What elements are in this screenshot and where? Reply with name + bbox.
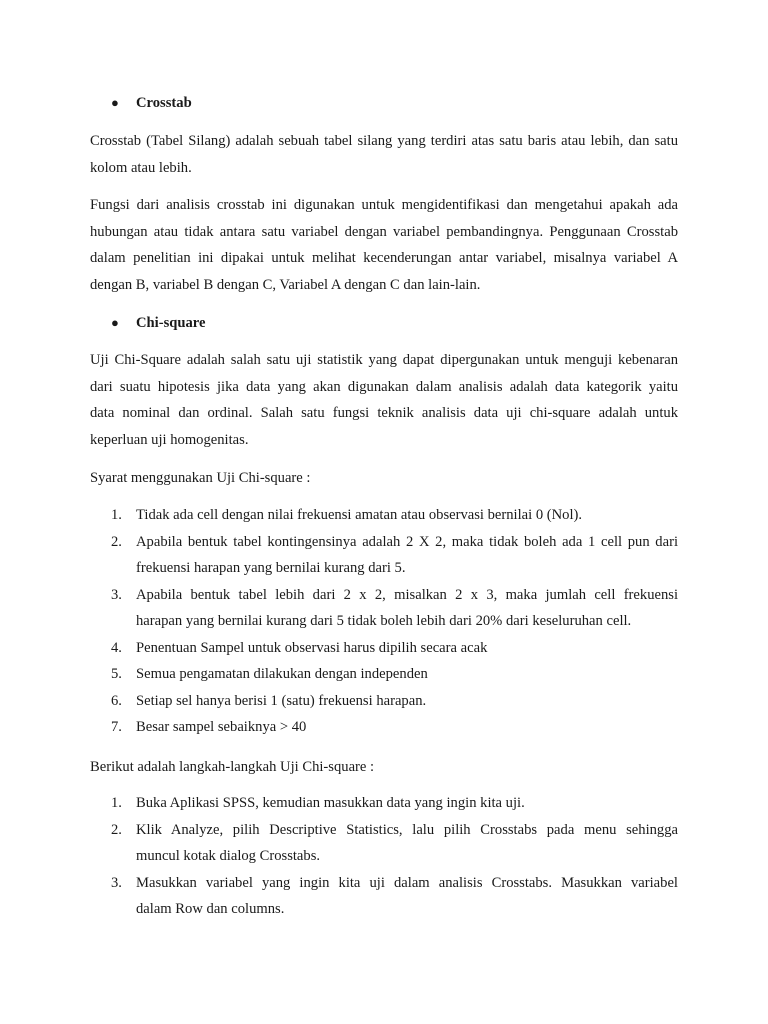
list-item-number: 5. (111, 666, 122, 682)
paragraph-steps-intro (90, 754, 678, 781)
list-item-number: 2. (111, 821, 122, 838)
list-item (90, 661, 678, 688)
list-item-line: Buka Aplikasi SPSS, kemudian masukkan data yang ingin kita uji. (136, 795, 525, 811)
list-item-line: harapan yang bernilai kurang dari 5 tidak boleh lebih dari 20% dari keseluruhan cell. (136, 613, 632, 629)
list-item-line: Setiap sel hanya berisi 1 (satu) frekuensi harapan. (136, 692, 427, 709)
paragraph-line: kolom atau lebih. (90, 159, 192, 176)
list-item (90, 502, 678, 529)
paragraph-requirements-intro (90, 465, 678, 492)
list-item (90, 529, 678, 582)
paragraph-crosstab-definition (90, 128, 678, 181)
list-item-line: Masukkan variabel yang ingin kita uji dalam analisis Crosstabs. Masukkan variabel (136, 874, 678, 891)
list-item-number: 7. (111, 719, 122, 735)
list-item-number: 6. (111, 692, 122, 709)
paragraph-chi-square-definition (90, 347, 678, 453)
requirements-list (90, 502, 678, 741)
list-item (90, 790, 678, 817)
paragraph-line: Syarat menggunakan Uji Chi-square : (90, 470, 311, 486)
list-item-number: 3. (111, 586, 122, 603)
list-item (90, 582, 678, 635)
list-item-number: 2. (111, 533, 122, 550)
list-item-line: Apabila bentuk tabel kontingensinya adalah 2 X 2, maka tidak boleh ada 1 cell pun dari (136, 533, 678, 550)
list-item-line: Besar sampel sebaiknya > 40 (136, 719, 307, 735)
list-item-number: 3. (111, 874, 122, 891)
paragraph-line: keperluan uji homogenitas. (90, 431, 249, 448)
paragraph-crosstab-function (90, 192, 678, 298)
list-item-line: Penentuan Sampel untuk observasi harus dipilih secara acak (136, 639, 488, 656)
section-heading-text: Crosstab (136, 95, 192, 111)
list-item-line: Semua pengamatan dilakukan dengan independen (136, 666, 428, 682)
list-item (90, 817, 678, 870)
bullet-icon: ● (111, 95, 119, 110)
steps-list (90, 790, 678, 923)
list-item (90, 688, 678, 715)
list-item-line: Klik Analyze, pilih Descriptive Statistics, lalu pilih Crosstabs pada menu sehingga (136, 821, 678, 838)
list-item-line: dalam Row dan columns. (136, 901, 285, 917)
list-item-line: frekuensi harapan yang bernilai kurang dari 5. (136, 560, 406, 576)
paragraph-line: data nominal dan ordinal. Salah satu fungsi teknik analisis data uji chi-square adalah untuk (90, 405, 678, 421)
paragraph-line: Crosstab (Tabel Silang) adalah sebuah tabel silang yang terdiri atas satu baris atau lebih, dan satu (90, 133, 678, 149)
list-item-line: Tidak ada cell dengan nilai frekuensi amatan atau observasi bernilai 0 (Nol). (136, 507, 583, 523)
paragraph-line: Uji Chi-Square adalah salah satu uji statistik yang dapat dipergunakan untuk menguji kebenaran (90, 352, 678, 368)
paragraph-line: dari suatu hipotesis jika data yang akan digunakan dalam analisis adalah data kategorik yaitu (90, 378, 678, 395)
bullet-icon: ● (111, 315, 119, 330)
section-heading-text: Chi-square (136, 315, 206, 331)
list-item-line: muncul kotak dialog Crosstabs. (136, 848, 321, 864)
paragraph-line: Fungsi dari analisis crosstab ini digunakan untuk mengidentifikasi dan mengetahui apakah ada (90, 197, 678, 213)
list-item-number: 4. (111, 639, 122, 656)
paragraph-line: dengan B, variabel B dengan C, Variabel A dengan C dan lain-lain. (90, 276, 481, 293)
list-item (90, 714, 678, 741)
list-item-line: Apabila bentuk tabel lebih dari 2 x 2, misalkan 2 x 3, maka jumlah cell frekuensi (136, 586, 678, 603)
list-item-number: 1. (111, 507, 122, 523)
paragraph-line: hubungan atau tidak antara satu variabel dengan variabel pembandingnya. Penggunaan Crosstab (90, 223, 678, 240)
list-item (90, 870, 678, 923)
paragraph-line: Berikut adalah langkah-langkah Uji Chi-square : (90, 759, 375, 775)
paragraph-line: dalam penelitian ini dipakai untuk melihat kecenderungan antar variabel, misalnya variabel A (90, 250, 678, 266)
list-item (90, 635, 678, 662)
list-item-number: 1. (111, 795, 122, 811)
